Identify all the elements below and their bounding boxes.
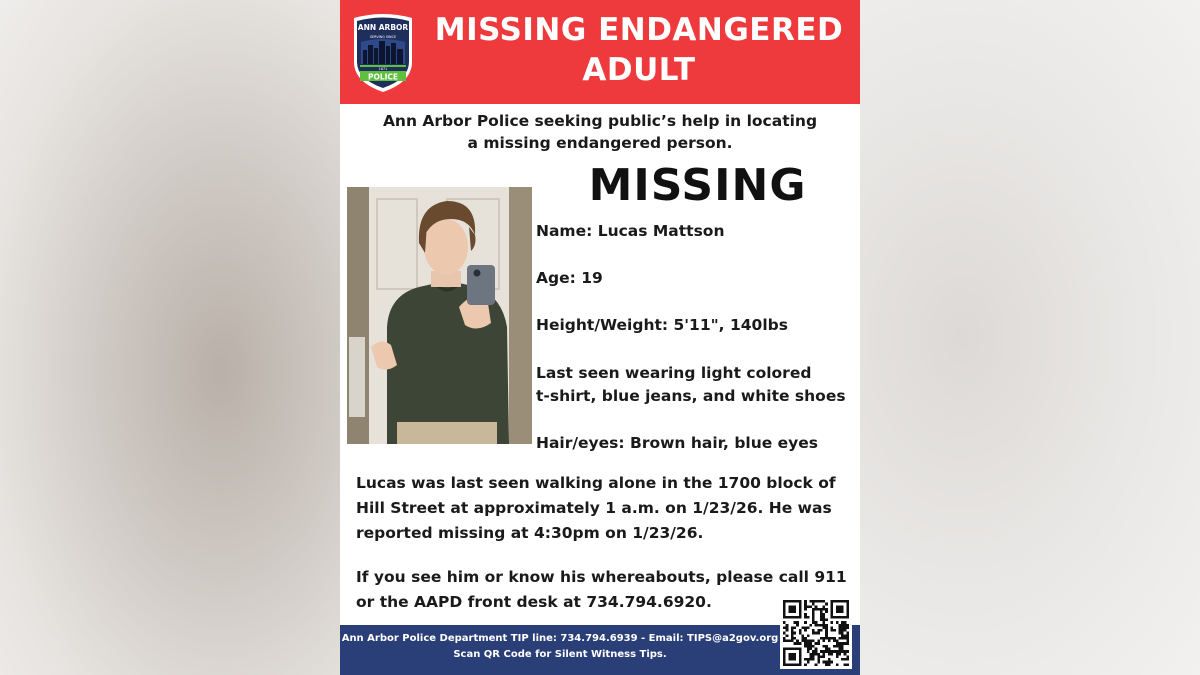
missing-person-photo bbox=[347, 187, 532, 444]
footer-text bbox=[340, 631, 780, 663]
last-seen-paragraph bbox=[356, 471, 856, 546]
badge-year: 1871 bbox=[378, 67, 388, 71]
flyer-header bbox=[340, 0, 860, 104]
qr-code-icon[interactable] bbox=[780, 597, 852, 669]
flyer-title bbox=[424, 10, 854, 90]
background-left bbox=[0, 0, 340, 675]
detail-height-weight: Height/Weight: 5'11", 140lbs bbox=[536, 316, 788, 334]
detail-hair-eyes: Hair/eyes: Brown hair, blue eyes bbox=[536, 434, 819, 452]
qr-code-graphic bbox=[783, 600, 849, 666]
flyer-title-line2: ADULT bbox=[582, 52, 696, 88]
intro-line2: a missing endangered person. bbox=[467, 134, 733, 152]
missing-heading: MISSING bbox=[588, 160, 807, 211]
background-right bbox=[860, 0, 1200, 675]
badge-bottom-text: POLICE bbox=[367, 72, 399, 82]
ann-arbor-police-badge-icon bbox=[350, 12, 416, 94]
last-seen-line1: Lucas was last seen walking alone in the 1700 block of bbox=[356, 474, 836, 492]
flyer-title-line1: MISSING ENDANGERED bbox=[434, 12, 844, 48]
footer-tip-line: Ann Arbor Police Department TIP line: 734.794.6939 - Email: TIPS@a2gov.org bbox=[341, 633, 779, 644]
detail-wearing-line2: t-shirt, blue jeans, and white shoes bbox=[536, 387, 846, 405]
intro-text bbox=[360, 110, 840, 154]
call-line2: or the AAPD front desk at 734.794.6920. bbox=[356, 593, 712, 611]
last-seen-line3: reported missing at 4:30pm on 1/23/26. bbox=[356, 524, 704, 542]
detail-wearing-line1: Last seen wearing light colored bbox=[536, 364, 812, 382]
missing-person-flyer bbox=[340, 0, 860, 675]
badge-motto: SERVING SINCE bbox=[369, 35, 397, 39]
intro-line1: Ann Arbor Police seeking public’s help in locating bbox=[382, 112, 818, 130]
last-seen-line2: Hill Street at approximately 1 a.m. on 1/23/26. He was bbox=[356, 499, 832, 517]
call-line1: If you see him or know his whereabouts, please call 911 bbox=[356, 568, 847, 586]
footer-qr-line: Scan QR Code for Silent Witness Tips. bbox=[453, 649, 667, 660]
detail-age: Age: 19 bbox=[536, 269, 603, 287]
detail-name: Name: Lucas Mattson bbox=[536, 222, 725, 240]
badge-top-text: ANN ARBOR bbox=[357, 23, 409, 32]
